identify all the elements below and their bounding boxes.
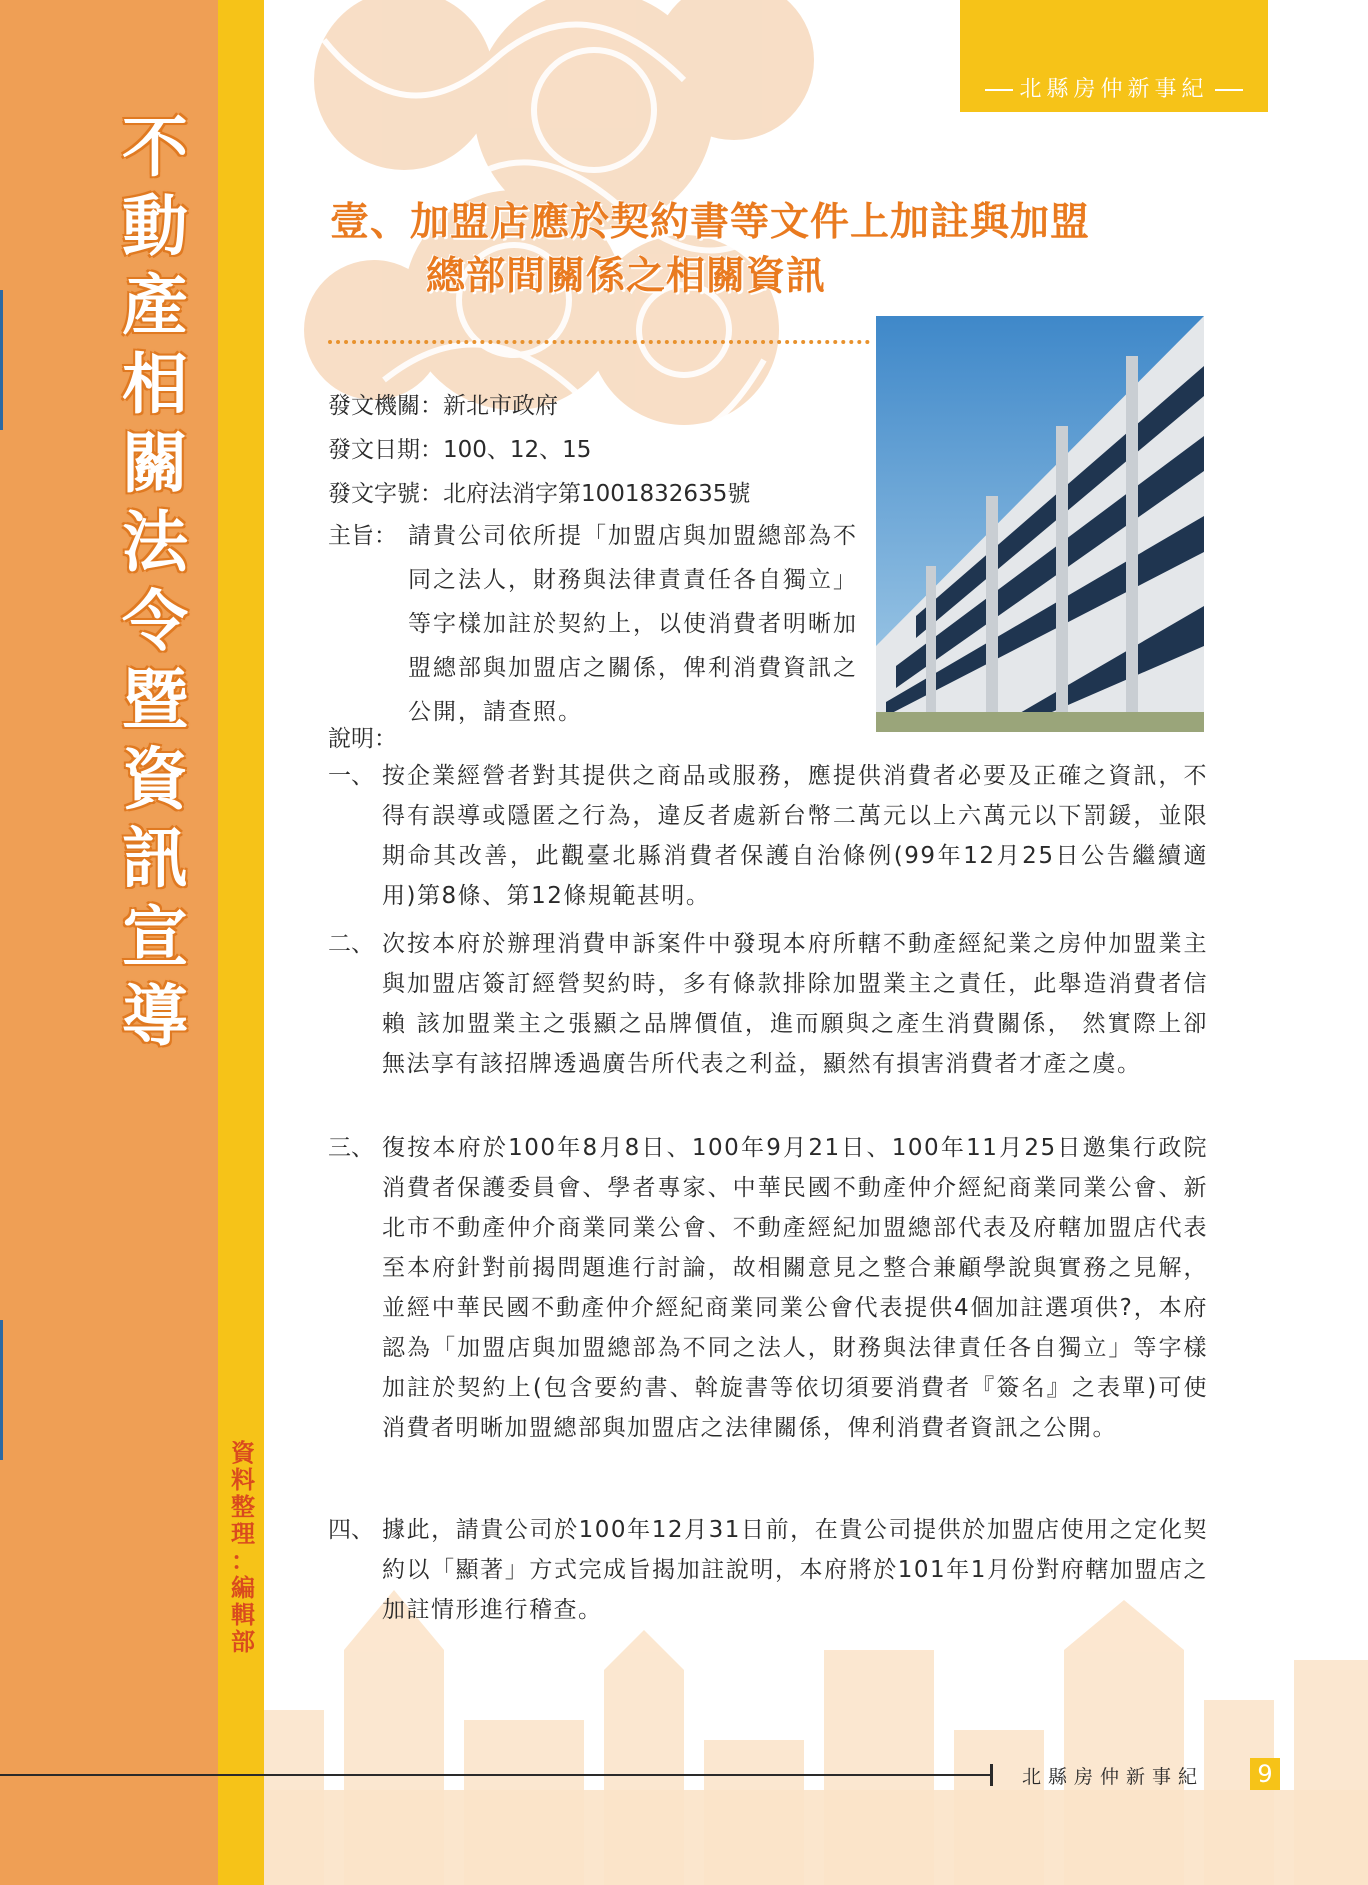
explanation-item xyxy=(328,1510,1208,1630)
title-char: 資 xyxy=(122,741,188,818)
item-text: 按企業經營者對其提供之商品或服務，應提供消費者必要及正確之資訊，不得有誤導或隱匿之行為，違反者處新台幣二萬元以上六萬元以下罰鍰，並限期命其改善，此觀臺北縣消費者保護自治條例(99年12月25日公告繼續適用)第8條、第12條規範甚明。 xyxy=(382,763,1208,909)
footer-rule xyxy=(0,1774,990,1776)
credit-char: 部 xyxy=(231,1628,255,1656)
footer-rule-end xyxy=(990,1764,993,1786)
title-char: 訊 xyxy=(122,820,188,897)
subject-block xyxy=(328,514,868,734)
heading-line-1: 壹、加盟店應於契約書等文件上加註與加盟 xyxy=(330,200,1091,245)
edge-mark xyxy=(0,290,3,430)
office-building-photo xyxy=(876,316,1204,732)
city-skyline-decoration xyxy=(264,1590,1368,1885)
title-char: 關 xyxy=(122,425,188,502)
title-char: 動 xyxy=(122,188,188,265)
title-char: 宣 xyxy=(122,899,188,976)
item-number: 一、 xyxy=(328,763,374,789)
footer-magazine-name: 北縣房仲新事紀 xyxy=(1022,1766,1205,1788)
item-number: 二、 xyxy=(328,931,374,957)
article-heading xyxy=(330,196,1230,304)
title-char: 導 xyxy=(122,978,188,1055)
vertical-credit-line xyxy=(228,1440,258,1656)
item-text: 次按本府於辦理消費申訴案件中發現本府所轄不動產經紀業之房仲加盟業主與加盟店簽訂經營契約時，多有條款排除加盟業主之責任，此舉造消費者信賴 該加盟業主之張顯之品牌價值，進而願與之產生消費關係， 然實際上卻無法享有該招牌透過廣告所代表之利益，顯然有損害消費者才產之虞。 xyxy=(382,931,1208,1077)
page-number: 9 xyxy=(1250,1758,1280,1790)
item-text: 據此，請貴公司於100年12月31日前，在貴公司提供於加盟店使用之定化契約以「顯著」方式完成旨揭加註說明，本府將於101年1月份對府轄加盟店之加註情形進行稽查。 xyxy=(382,1517,1208,1623)
credit-char: 理 xyxy=(231,1520,255,1548)
item-number: 四、 xyxy=(328,1517,374,1543)
credit-char: 資 xyxy=(231,1439,255,1467)
credit-char: 料 xyxy=(231,1466,255,1494)
title-char: 法 xyxy=(122,504,188,581)
title-char: 相 xyxy=(122,346,188,423)
document-number: 發文字號：北府法消字第1001832635號 xyxy=(328,481,751,507)
edge-mark xyxy=(0,1320,3,1460)
issue-date: 發文日期：100、12、15 xyxy=(328,437,592,463)
explanation-item xyxy=(328,1128,1208,1448)
item-text: 復按本府於100年8月8日、100年9月21日、100年11月25日邀集行政院消費者保護委員會、學者專家、中華民國不動產仲介經紀商業同業公會、新北市不動產仲介商業同業公會、不動產經紀加盟總部代表及府轄加盟店代表至本府針對前揭問題進行討論，故相關意見之整合兼顧學說與實務之見解，並經中華民國不動產仲介經紀商業同業公會代表提供4個加註選項供?，本府認為「加盟店與加盟總部為不同之法人，財務與法律責任各自獨立」等字樣加註於契約上(包含要約書、斡旋書等依切須要消費者『簽名』之表單)可使消費者明晰加盟總部與加盟店之法律關係，俾利消費者資訊之公開。 xyxy=(382,1135,1208,1441)
explanation-item xyxy=(328,756,1208,916)
explanation-label: 說明： xyxy=(328,726,397,752)
issuing-agency: 發文機關：新北市政府 xyxy=(328,393,558,419)
credit-char: ： xyxy=(231,1547,255,1575)
title-char: 令 xyxy=(122,583,188,660)
item-number: 三、 xyxy=(328,1135,374,1161)
subject-label: 主旨： xyxy=(328,523,397,549)
vertical-section-title xyxy=(110,108,200,1056)
magazine-banner xyxy=(960,0,1268,112)
credit-char: 整 xyxy=(231,1493,255,1521)
title-char: 暨 xyxy=(122,662,188,739)
title-char: 產 xyxy=(122,267,188,344)
credit-char: 輯 xyxy=(231,1601,255,1629)
heading-line-2: 總部間關係之相關資訊 xyxy=(426,254,827,299)
explanation-item xyxy=(328,924,1208,1084)
credit-char: 編 xyxy=(231,1574,255,1602)
title-char: 不 xyxy=(122,109,188,186)
banner-text: 北縣房仲新事紀 xyxy=(960,72,1268,103)
dotted-divider xyxy=(328,340,870,344)
subject-text: 請貴公司依所提「加盟店與加盟總部為不同之法人，財務與法律責責任各自獨立」等字樣加註於契約上，以使消費者明晰加盟總部與加盟店之關係，俾利消費資訊之公開，請查照。 xyxy=(408,523,858,725)
